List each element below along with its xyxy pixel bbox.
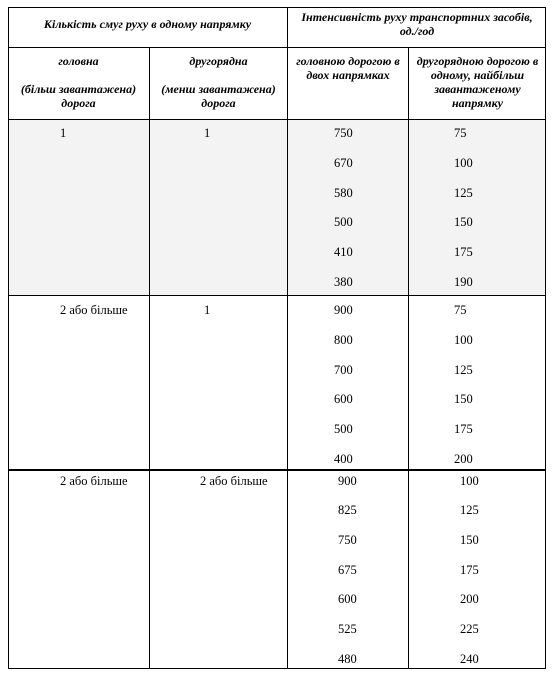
value-secondary: 175 <box>454 422 473 436</box>
value-main: 600 <box>338 592 357 606</box>
value-main: 670 <box>334 156 353 170</box>
value-secondary: 125 <box>454 363 473 377</box>
value-secondary: 125 <box>454 186 473 200</box>
value-secondary: 100 <box>454 156 473 170</box>
value-secondary: 100 <box>460 474 479 488</box>
value-main: 500 <box>334 422 353 436</box>
group-2-secondary-lanes: 1 <box>204 303 211 317</box>
value-secondary: 175 <box>454 245 473 259</box>
value-main: 410 <box>334 245 353 259</box>
value-secondary: 150 <box>454 215 473 229</box>
main-flow-header: головною дорогою в двох напрямках <box>296 54 400 82</box>
table-border-bottom <box>8 668 546 669</box>
value-secondary: 150 <box>460 533 479 547</box>
value-main: 750 <box>334 126 353 140</box>
secondary-road-header <box>150 54 287 110</box>
header-divider-right <box>288 47 546 48</box>
group-3-secondary-lanes: 2 або більше <box>200 474 268 488</box>
table-border-top <box>8 7 546 8</box>
value-main: 800 <box>334 333 353 347</box>
value-main: 600 <box>334 392 353 406</box>
secondary-flow-header: другорядною дорогою в одному, найбільш завантаженому напрямку <box>416 54 539 110</box>
value-secondary: 175 <box>460 563 479 577</box>
header-bottom-rule <box>8 119 546 120</box>
value-main: 825 <box>338 503 357 517</box>
value-secondary: 150 <box>454 392 473 406</box>
group-1-shading <box>8 119 546 295</box>
group-3-main-lanes: 2 або більше <box>60 474 128 488</box>
value-main: 525 <box>338 622 357 636</box>
group-2-main-lanes: 2 або більше <box>60 303 128 317</box>
intensity-header: Інтенсивність руху транспортних засобів, од./год <box>301 10 533 38</box>
table-border-right <box>545 7 546 669</box>
value-main: 675 <box>338 563 357 577</box>
group-1-main-lanes: 1 <box>60 126 67 140</box>
group-1-secondary-lanes: 1 <box>204 126 211 140</box>
header-divider-left <box>8 47 287 48</box>
secondary-road-note: (менш завантажена) дорога <box>161 82 276 110</box>
column-divider <box>149 47 150 669</box>
secondary-road-label: другорядна <box>189 54 248 68</box>
value-secondary: 190 <box>454 275 473 289</box>
value-secondary: 225 <box>460 622 479 636</box>
value-secondary: 200 <box>460 592 479 606</box>
main-road-label: головна <box>58 54 99 68</box>
main-road-note: (більш завантажена) дорога <box>20 82 137 110</box>
table-border-left <box>8 7 9 669</box>
value-main: 900 <box>334 303 353 317</box>
group-divider <box>8 295 546 296</box>
group-divider <box>8 469 546 471</box>
value-main: 480 <box>338 652 357 666</box>
lanes-header: Кількість смуг руху в одному напрямку <box>43 17 252 31</box>
value-main: 580 <box>334 186 353 200</box>
value-main: 500 <box>334 215 353 229</box>
value-main: 700 <box>334 363 353 377</box>
column-divider <box>408 47 409 669</box>
main-road-header <box>8 54 149 110</box>
value-secondary: 100 <box>454 333 473 347</box>
value-secondary: 75 <box>454 303 467 317</box>
value-secondary: 125 <box>460 503 479 517</box>
value-main: 400 <box>334 452 353 466</box>
value-main: 380 <box>334 275 353 289</box>
value-secondary: 200 <box>454 452 473 466</box>
value-secondary: 240 <box>460 652 479 666</box>
column-divider <box>287 7 288 669</box>
traffic-intensity-table <box>8 7 546 669</box>
value-secondary: 75 <box>454 126 467 140</box>
value-main: 900 <box>338 474 357 488</box>
value-main: 750 <box>338 533 357 547</box>
